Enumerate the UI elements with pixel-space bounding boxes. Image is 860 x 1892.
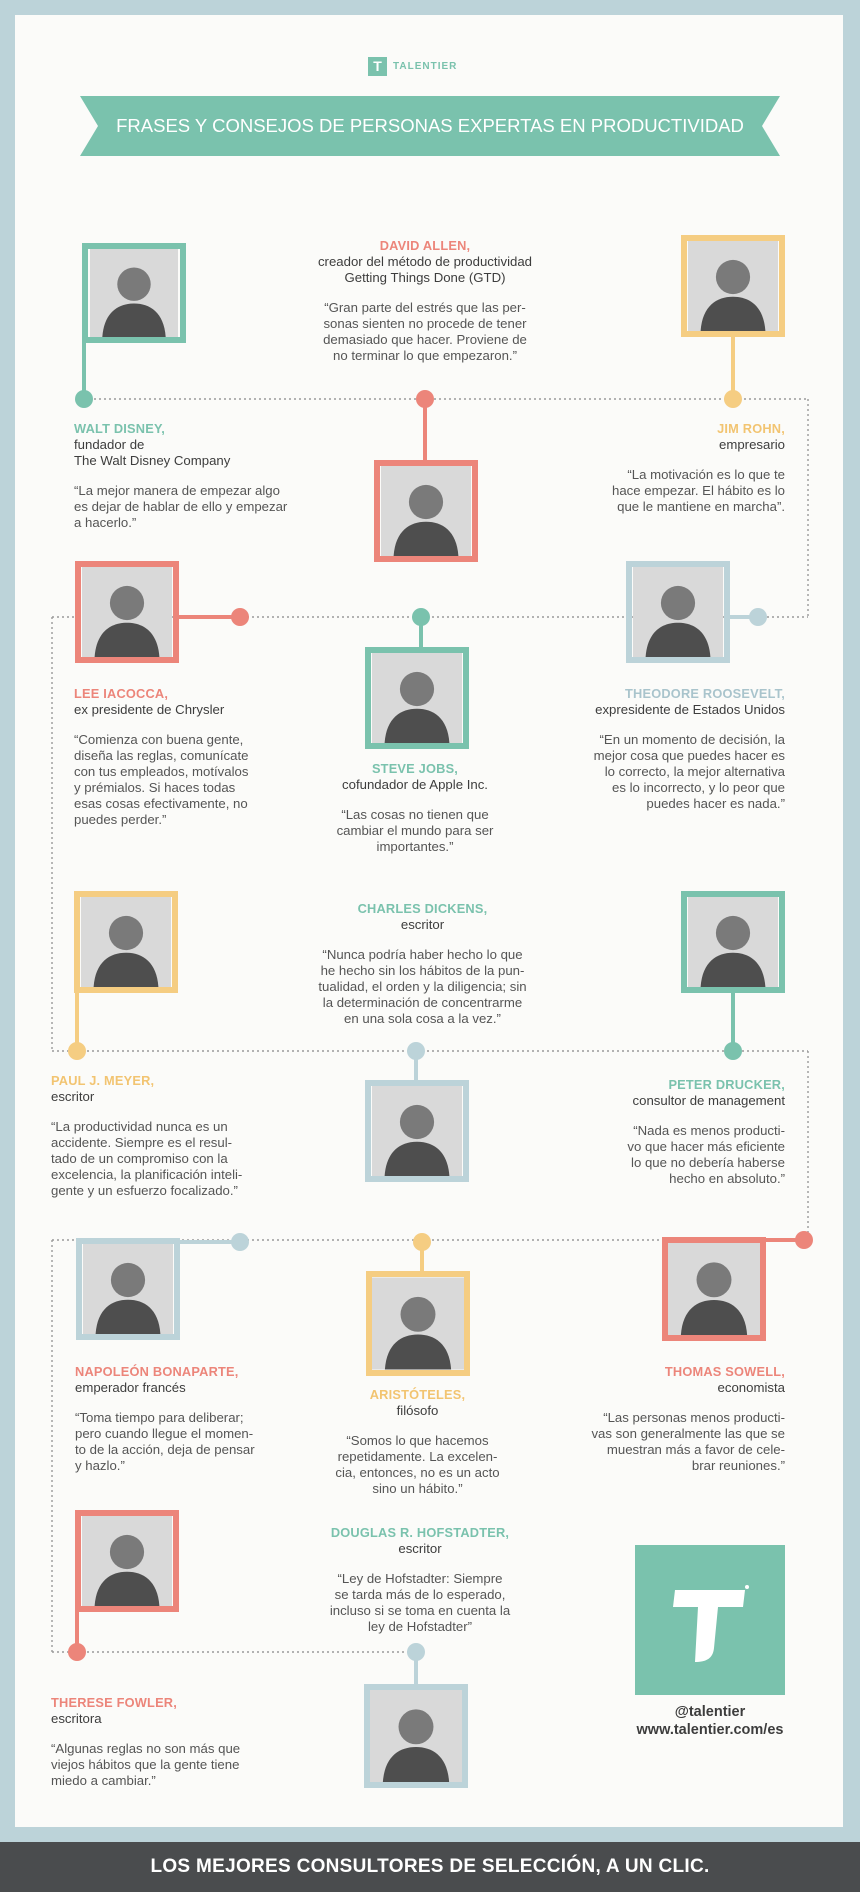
person-quote [545, 1123, 785, 1187]
logo-mark: T [368, 57, 387, 76]
quote-line: vo que hacer más eficiente [627, 1139, 785, 1154]
footer-banner[interactable]: LOS MEJORES CONSULTORES DE SELECCIÓN, A UN CLIC. [0, 1842, 860, 1892]
quote-line: importantes.” [376, 839, 454, 854]
quote-line: he hecho sin los hábitos de la pun- [320, 963, 525, 978]
person-quote [51, 1741, 311, 1789]
quote-line: diseña las reglas, comunícate [74, 748, 249, 763]
peter-drucker-photo [681, 891, 785, 993]
person-quote [74, 483, 334, 531]
napoleon-bonaparte-photo [76, 1238, 180, 1340]
quote-therese-fowler [51, 1695, 311, 1789]
quote-line: gente y un esfuerzo focalizado.” [51, 1183, 238, 1198]
person-quote [275, 300, 575, 364]
person-quote [545, 1410, 785, 1474]
person-name: THERESE FOWLER, [51, 1695, 177, 1710]
person-name: DAVID ALLEN, [379, 238, 471, 253]
person-role: emperador francés [75, 1380, 186, 1395]
quote-steve-jobs [295, 761, 535, 855]
quote-line: brar reuniones.” [691, 1458, 785, 1473]
person-name: THOMAS SOWELL, [664, 1364, 785, 1379]
quote-aristoteles [305, 1387, 530, 1497]
quote-line: “Gran parte del estrés que las per- [324, 300, 526, 315]
quote-line: “La productividad nunca es un [51, 1119, 228, 1134]
person-role: escritor [400, 917, 445, 932]
page-title: FRASES Y CONSEJOS DE PERSONAS EXPERTAS EN PRODUCTIVIDAD [116, 115, 744, 136]
person-name: WALT DISNEY, [74, 421, 166, 436]
person-role: creador del método de productividad [317, 254, 533, 269]
quote-line: repetidamente. La excelen- [337, 1449, 498, 1464]
website-link[interactable]: www.talentier.com/es [636, 1722, 784, 1738]
quote-line: esas cosas efectivamente, no [74, 796, 248, 811]
quote-line: pero cuando llegue el momen- [75, 1426, 254, 1441]
quote-line: to de la acción, deja de pensar [75, 1442, 255, 1457]
person-quote [305, 1433, 530, 1497]
quote-line: es lo incorrecto, y lo peor que [612, 780, 785, 795]
quote-line: se tarda más de lo esperado, [334, 1587, 506, 1602]
person-name: PAUL J. MEYER, [51, 1073, 155, 1088]
person-quote [75, 1410, 325, 1474]
logo-name: TALENTIER [393, 61, 458, 72]
quote-line: puedes perder.” [74, 812, 167, 827]
quote-line: demasiado que hacer. Proviene de [323, 332, 527, 347]
person-quote [280, 947, 565, 1027]
quote-line: la determinación de concentrarme [322, 995, 523, 1010]
person-name: PETER DRUCKER, [668, 1077, 785, 1092]
paul-meyer-photo [74, 891, 178, 993]
david-allen-photo [374, 460, 478, 562]
douglas-hofstadter-photo [364, 1684, 468, 1788]
person-role: economista [717, 1380, 785, 1395]
person-quote [545, 467, 785, 515]
quote-line: y hazlo.” [75, 1458, 125, 1473]
person-role: escritor [398, 1541, 442, 1556]
quote-line: sino un hábito.” [372, 1481, 463, 1496]
quote-line: y prémialos. Si haces todas [74, 780, 236, 795]
quote-jim-rohn [545, 421, 785, 515]
aristoteles-photo [366, 1271, 470, 1376]
walt-disney-photo [82, 243, 186, 343]
quote-line: “En un momento de decisión, la [599, 732, 785, 747]
talentier-t-icon [635, 1545, 785, 1695]
person-name: LEE IACOCCA, [74, 686, 169, 701]
quote-douglas-hofstadter [295, 1525, 545, 1635]
quote-line: “La mejor manera de empezar algo [74, 483, 280, 498]
quote-line: con tus empleados, motívalos [74, 764, 249, 779]
person-role: empresario [719, 437, 785, 452]
quote-line: “Algunas reglas no son más que [51, 1741, 241, 1756]
thomas-sowell-photo [662, 1237, 766, 1341]
quote-line: mejor cosa que puedes hacer es [593, 748, 785, 763]
person-role: consultor de management [632, 1093, 785, 1108]
person-role: escritora [51, 1711, 102, 1726]
person-role: The Walt Disney Company [74, 453, 231, 468]
quote-line: en una sola cosa a la vez.” [344, 1011, 501, 1026]
person-quote [525, 732, 785, 812]
person-role: ex presidente de Chrysler [74, 702, 225, 717]
person-name: JIM ROHN, [717, 421, 785, 436]
person-quote [51, 1119, 321, 1199]
person-role: filósofo [396, 1403, 439, 1418]
quote-line: “Las personas menos producti- [603, 1410, 785, 1425]
quote-line: hecho en absoluto.” [669, 1171, 785, 1186]
quote-line: lo que no debería haberse [631, 1155, 785, 1170]
quote-line: cia, entonces, no es un acto [335, 1465, 500, 1480]
quote-line: “Nunca podría haber hecho lo que [322, 947, 523, 962]
quote-line: tualidad, el orden y la diligencia; sin [318, 979, 527, 994]
quote-line: es dejar de hablar de ello y empezar [74, 499, 288, 514]
quote-line: vas son generalmente las que se [591, 1426, 785, 1441]
quote-theodore-roosevelt [525, 686, 785, 812]
quote-napoleon-bonaparte [75, 1364, 325, 1474]
quote-line: “Ley de Hofstadter: Siempre [337, 1571, 503, 1586]
quote-lee-iacocca [74, 686, 314, 828]
therese-fowler-photo [75, 1510, 179, 1612]
quote-line: lo correcto, la mejor alternativa [604, 764, 785, 779]
person-role: cofundador de Apple Inc. [342, 777, 488, 792]
steve-jobs-photo [365, 647, 469, 749]
quote-line: puedes hacer es nada.” [646, 796, 785, 811]
person-role: escritor [51, 1089, 95, 1104]
person-name: CHARLES DICKENS, [357, 901, 488, 916]
quote-line: hace empezar. El hábito es lo [611, 483, 785, 498]
quote-thomas-sowell [545, 1364, 785, 1474]
talentier-big-logo[interactable] [635, 1545, 785, 1695]
quote-line: “Nada es menos producti- [633, 1123, 785, 1138]
quote-paul-meyer [51, 1073, 321, 1199]
person-role: Getting Things Done (GTD) [344, 270, 506, 285]
quote-charles-dickens [280, 901, 565, 1027]
quote-line: muestran más a favor de cele- [606, 1442, 785, 1457]
quote-line: “Comienza con buena gente, [74, 732, 244, 747]
quote-line: a hacerlo.” [74, 515, 137, 530]
quote-line: ley de Hofstadter” [367, 1619, 473, 1634]
person-quote [295, 1571, 545, 1635]
quote-walt-disney [74, 421, 334, 531]
lee-iacocca-photo [75, 561, 179, 663]
quote-line: que le mantiene en marcha”. [617, 499, 785, 514]
contact-info [600, 1703, 820, 1739]
quote-line: “Toma tiempo para deliberar; [75, 1410, 244, 1425]
person-name: DOUGLAS R. HOFSTADTER, [330, 1525, 510, 1540]
quote-line: sonas sienten no procede de tener [323, 316, 527, 331]
theodore-roosevelt-photo [626, 561, 730, 663]
quote-line: accidente. Siempre es el resul- [51, 1135, 233, 1150]
person-name: THEODORE ROOSEVELT, [625, 686, 785, 701]
quote-line: viejos hábitos que la gente tiene [51, 1757, 240, 1772]
quote-line: excelencia, la planificación inteli- [51, 1167, 243, 1182]
person-quote [295, 807, 535, 855]
quote-line: “Somos lo que hacemos [346, 1433, 489, 1448]
person-role: expresidente de Estados Unidos [595, 702, 785, 717]
person-quote [74, 732, 314, 828]
quote-line: no terminar lo que empezaron.” [333, 348, 517, 363]
social-handle-link[interactable]: @talentier [674, 1704, 746, 1720]
talentier-logo[interactable] [368, 57, 457, 76]
person-name: ARISTÓTELES, [369, 1387, 466, 1402]
person-name: STEVE JOBS, [371, 761, 459, 776]
quote-peter-drucker [545, 1077, 785, 1187]
quote-line: incluso si se toma en cuenta la [329, 1603, 511, 1618]
quote-line: “Las cosas no tienen que [341, 807, 489, 822]
quote-line: cambiar el mundo para ser [336, 823, 494, 838]
quote-line: tado de un compromiso con la [51, 1151, 228, 1166]
quote-line: “La motivación es lo que te [627, 467, 785, 482]
person-name: NAPOLEÓN BONAPARTE, [75, 1364, 239, 1379]
person-role: fundador de [74, 437, 145, 452]
charles-dickens-photo [365, 1080, 469, 1182]
quote-david-allen [275, 238, 575, 364]
jim-rohn-photo [681, 235, 785, 337]
quote-line: miedo a cambiar.” [51, 1773, 156, 1788]
